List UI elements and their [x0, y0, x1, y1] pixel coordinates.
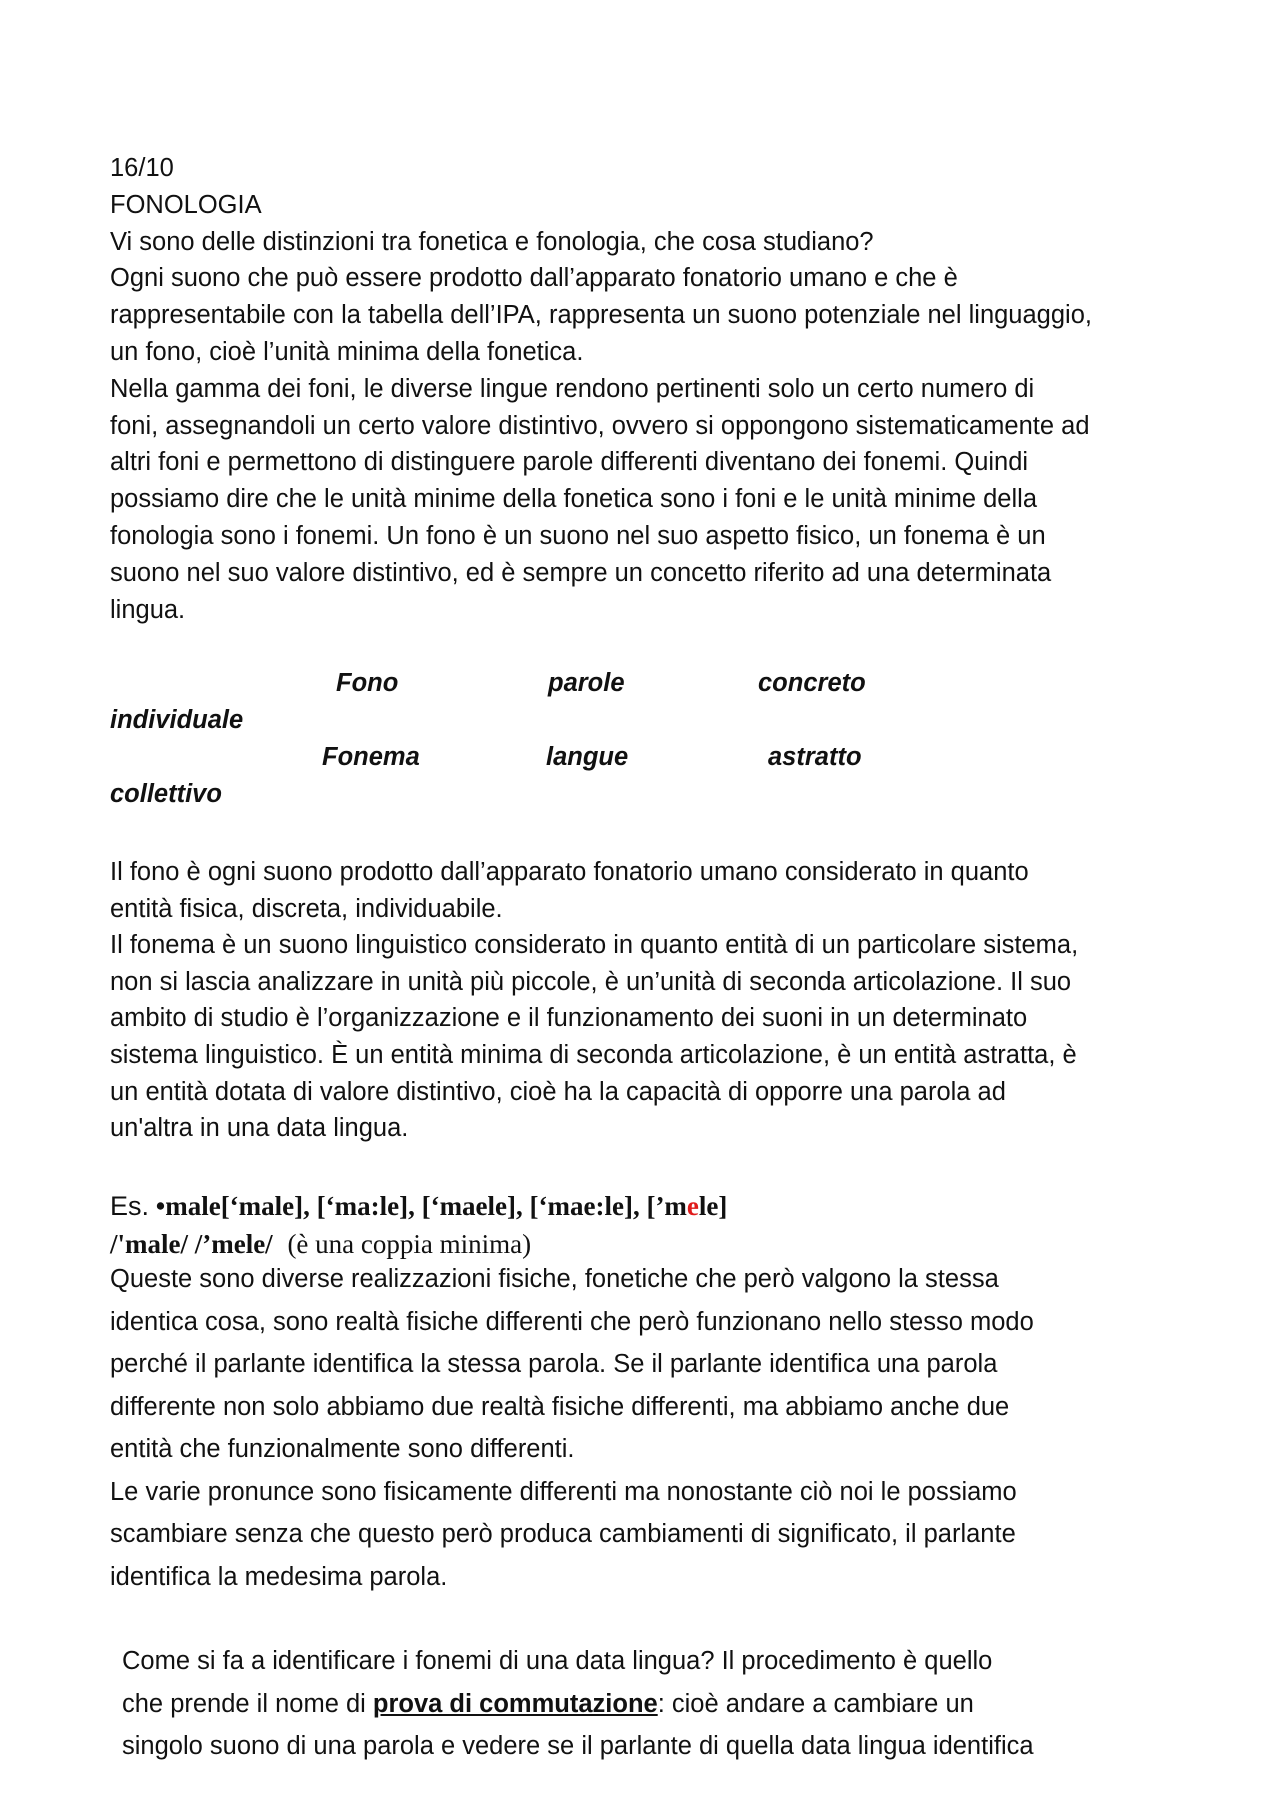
explanation-line: Queste sono diverse realizzazioni fisiche, fonetiche che però valgono la stessa [110, 1265, 999, 1293]
intro-line: foni, assegnandoli un certo valore distintivo, ovvero si oppongono sistematicamente ad [110, 411, 1090, 440]
definition-section [110, 854, 1190, 1147]
definition-line: entità fisica, discreta, individuabile. [110, 894, 503, 923]
intro-line: lingua. [110, 595, 186, 624]
explanation-line: Le varie pronunce sono fisicamente differenti ma nonostante ciò noi le possiamo [110, 1477, 1017, 1506]
fonema-term: Fonema [322, 743, 420, 771]
intro-line: altri foni e permettono di distinguere parole differenti diventano dei fonemi. Quindi [110, 448, 1029, 477]
commutation-section [122, 1640, 1202, 1768]
page-title: FONOLOGIA [110, 190, 262, 219]
commutation-post: : cioè andare a cambiare un [657, 1689, 974, 1718]
explanation-line: differente non solo abbiamo due realtà fisiche differenti, ma abbiamo anche due [110, 1392, 1010, 1421]
explanation-line: perché il parlante identifica la stessa parola. Se il parlante identifica una parola [110, 1350, 998, 1378]
langue-label: langue [546, 743, 629, 771]
intro-line: rappresentabile con la tabella dell’IPA, rappresenta un suono potenziale nel linguaggio, [110, 301, 1092, 330]
explanation-line: scambiare senza che questo però produca cambiamenti di significato, il parlante [110, 1520, 1016, 1548]
collettivo-label: collettivo [110, 780, 222, 808]
commutation-term: prova di commutazione [372, 1689, 658, 1718]
definition-line: non si lascia analizzare in unità più piccole, è un’unità di seconda articolazione. Il suo [110, 967, 1072, 996]
concreto-label: concreto [758, 669, 866, 697]
intro-line: possiamo dire che le unità minime della fonetica sono i foni e le unità minime della [110, 485, 1038, 514]
intro-line: fonologia sono i fonemi. Un fono è un suono nel suo aspetto fisico, un fonema è un [110, 521, 1046, 550]
definition-line: un entità dotata di valore distintivo, cioè ha la capacità di opporre una parola ad [110, 1077, 1006, 1106]
explanation-section [110, 1258, 1190, 1598]
highlighted-vowel: e [686, 1191, 699, 1221]
example-prefix: Es. [110, 1191, 150, 1221]
definition-line: sistema linguistico. È un entità minima di seconda articolazione, è un entità astratta, è [110, 1040, 1077, 1069]
commutation-pre: che prende il nome di [122, 1689, 373, 1718]
example-line-1 [110, 1187, 727, 1225]
individuale-label: individuale [110, 706, 244, 734]
intro-line: un fono, cioè l’unità minima della fonetica. [110, 337, 584, 366]
commutation-line: Come si fa a identificare i fonemi di una data lingua? Il procedimento è quello [122, 1647, 993, 1675]
explanation-line: identica cosa, sono realtà fisiche differenti che però funzionano nello stesso modo [110, 1307, 1034, 1336]
fono-term: Fono [336, 669, 399, 697]
commutation-line [122, 1683, 1202, 1726]
minimal-pair: /'male/ /’mele/ [110, 1229, 273, 1259]
example-end: le] [698, 1191, 728, 1221]
intro-line: suono nel suo valore distintivo, ed è sempre un concetto riferito ad una determinata [110, 558, 1052, 587]
definition-line: un'altra in una data lingua. [110, 1114, 409, 1143]
definition-line: ambito di studio è l’organizzazione e il funzionamento dei suoni in un determinato [110, 1004, 1028, 1033]
intro-line: Ogni suono che può essere prodotto dall’apparato fonatorio umano e che è [110, 264, 958, 293]
intro-section [110, 150, 1190, 628]
minimal-pair-note: (è una coppia minima) [287, 1229, 532, 1259]
astratto-label: astratto [768, 743, 862, 771]
example-transcriptions: male[‘male], [‘ma:le], [‘maele], [‘mae:le], [’m [165, 1191, 687, 1221]
parole-label: parole [548, 669, 625, 697]
intro-line: Vi sono delle distinzioni tra fonetica e fonologia, che cosa studiano? [110, 227, 874, 256]
bullet-icon: • [155, 1191, 166, 1221]
explanation-line: identifica la medesima parola. [110, 1562, 448, 1591]
definition-line: Il fonema è un suono linguistico considerato in quanto entità di un particolare sistema, [110, 931, 1079, 960]
definition-line: Il fono è ogni suono prodotto dall’apparato fonatorio umano considerato in quanto [110, 858, 1029, 886]
date-line: 16/10 [110, 154, 174, 182]
commutation-line: singolo suono di una parola e vedere se il parlante di quella data lingua identifica [122, 1732, 1034, 1760]
intro-line: Nella gamma dei foni, le diverse lingue rendono pertinenti solo un certo numero di [110, 374, 1035, 403]
explanation-line: entità che funzionalmente sono differenti. [110, 1435, 575, 1463]
